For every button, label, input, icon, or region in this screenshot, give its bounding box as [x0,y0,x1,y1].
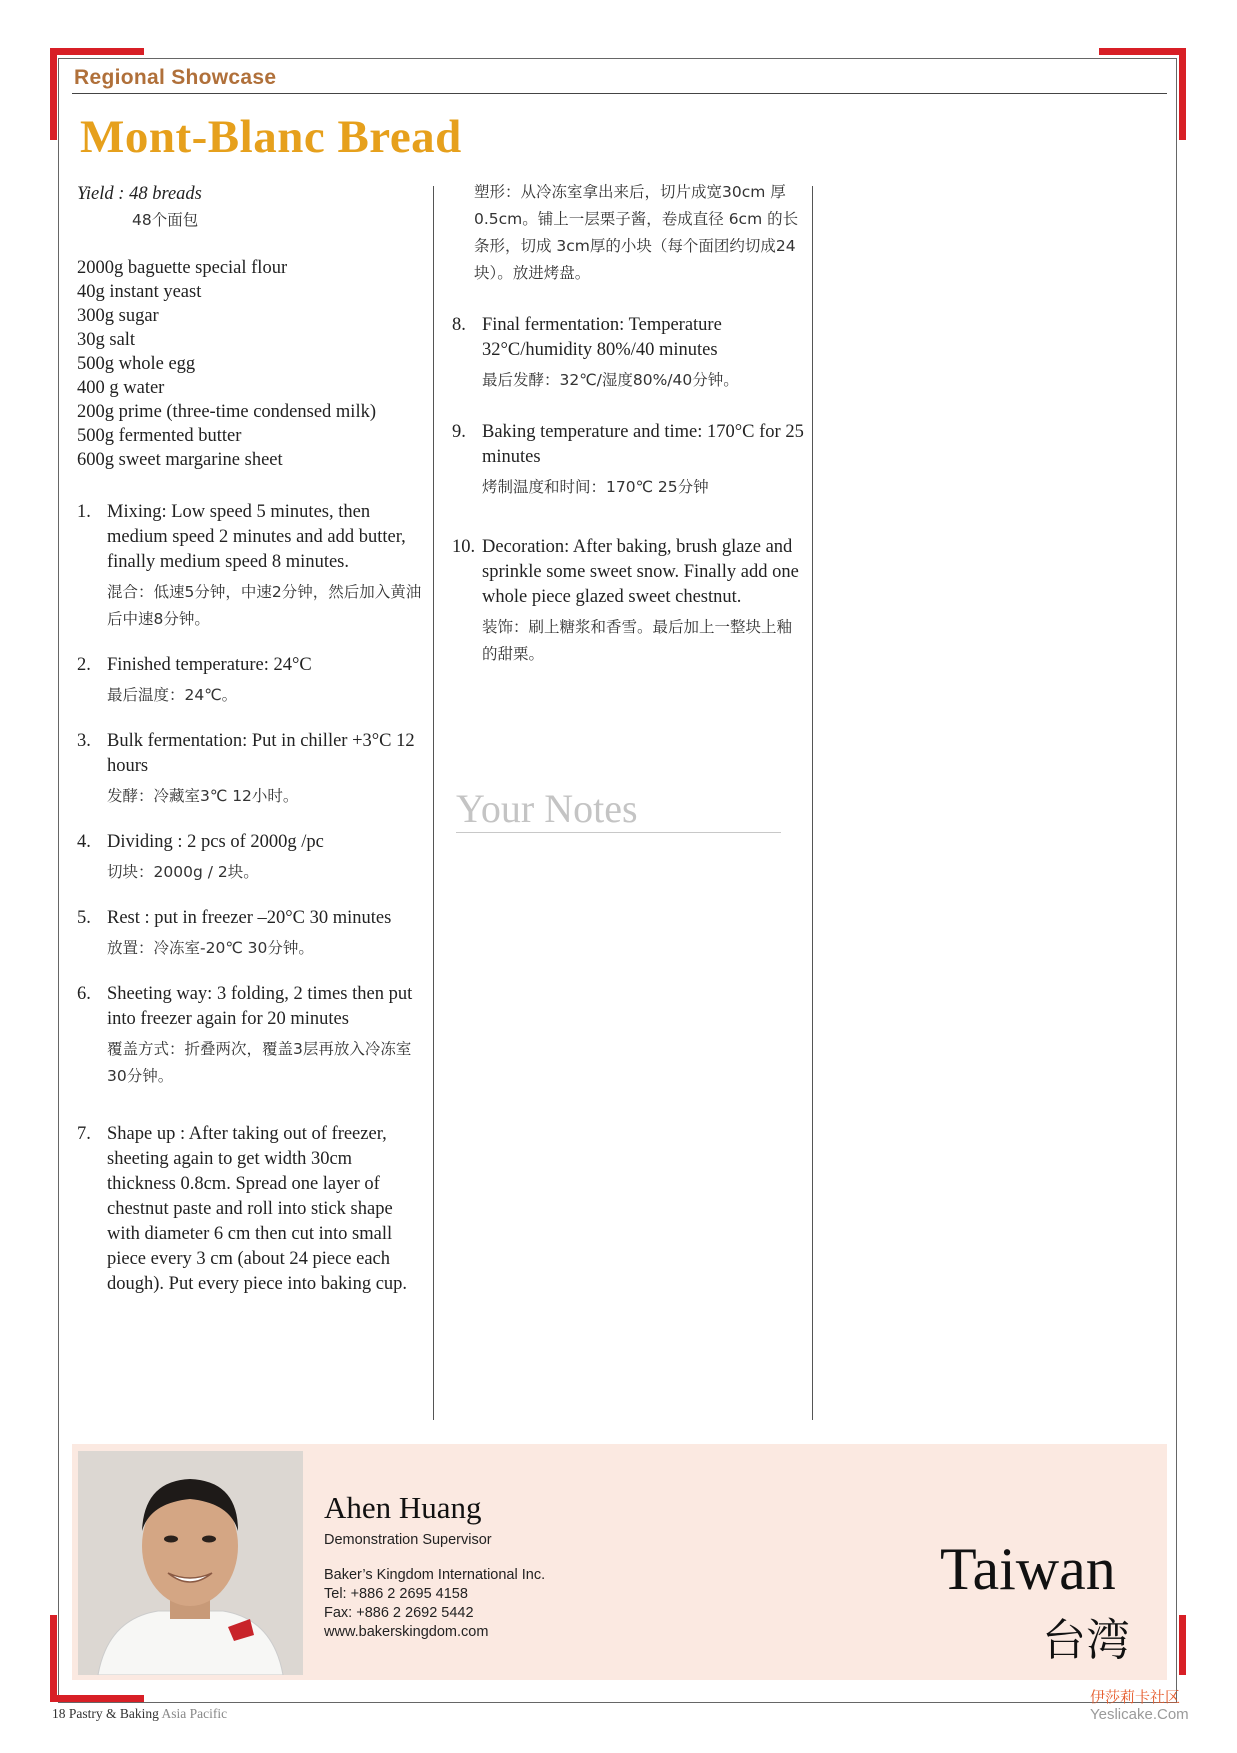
page-footer [52,1706,227,1722]
step-number: 2. [77,655,91,675]
step-text-cn: 烤制温度和时间：170℃ 25分钟 [482,478,709,496]
step-text-cn: 切块：2000g / 2块。 [107,863,259,881]
step-item [77,982,422,1090]
step-text-en: Shape up : After taking out of freezer, sheeting again to get width 30cm thickness 0.8cm. Spread one layer of chestnut paste and roll into stick shape with diameter 6 cm then cut into small piece every 3 cm (about 24 piece each dough). Put every piece into baking cup. [107,1124,408,1294]
step-item [452,535,807,668]
corner-top-right-h [1099,48,1186,55]
ingredient-item: 300g sugar [77,306,159,326]
corner-top-right-v [1179,48,1186,140]
step-text-cn: 覆盖方式：折叠两次，覆盖3层再放入冷冻室30分钟。 [107,1040,412,1085]
magazine-region: Asia Pacific [161,1706,228,1721]
header-rule [72,93,1167,94]
step-text-en: Final fermentation: Temperature 32°C/humidity 80%/40 minutes [482,315,722,360]
step-text-en: Baking temperature and time: 170°C for 25 minutes [482,422,804,467]
ingredient-item: 30g salt [77,330,136,350]
step-text-en: Sheeting way: 3 folding, 2 times then put into freezer again for 20 minutes [107,984,413,1029]
magazine-name: Pastry & Baking [68,1706,159,1721]
chef-photo [78,1451,303,1675]
your-notes-heading: Your Notes [456,786,781,833]
recipe-column-2 [452,182,807,668]
chef-tel: Tel: +886 2 2695 4158 [324,1586,468,1602]
chef-role: Demonstration Supervisor [324,1532,492,1548]
step-number: 4. [77,832,91,852]
step-number: 6. [77,984,91,1004]
step-text-cn: 混合：低速5分钟，中速2分钟，然后加入黄油后中速8分钟。 [107,583,422,628]
corner-bottom-left-h [50,1695,144,1702]
step-number: 1. [77,502,91,522]
step-text-en: Mixing: Low speed 5 minutes, then medium speed 2 minutes and add butter, finally medium speed 8 minutes. [107,502,406,572]
yield-en: Yield : 48 breads [77,184,202,204]
step-text-en: Dividing : 2 pcs of 2000g /pc [107,832,324,852]
step-number: 10. [452,537,476,557]
step-number: 5. [77,908,91,928]
step-text-en: Decoration: After baking, brush glaze and sprinkle some sweet snow. Finally add one whole piece glazed sweet chestnut. [482,537,799,607]
ingredient-item: 2000g baguette special flour [77,258,288,278]
yield-cn: 48个面包 [132,211,199,229]
step-item [452,313,807,394]
ingredient-item: 400 g water [77,378,165,398]
chef-fax: Fax: +886 2 2692 5442 [324,1605,474,1621]
corner-bottom-left-v [50,1615,57,1702]
step-item [452,420,807,501]
step-7-text-cn: 塑形：从冷冻室拿出来后，切片成宽30cm 厚 0.5cm。铺上一层栗子酱，卷成直径 6cm 的长条形，切成 3cm厚的小块（每个面团约切成24块）。放进烤盘。 [474,183,799,282]
column-divider-2 [812,186,813,1420]
step-item [77,1122,422,1297]
recipe-title: Mont-Blanc Bread [80,111,462,163]
corner-bottom-right-v [1179,1615,1186,1675]
step-text-cn: 放置：冷冻室-20℃ 30分钟。 [107,939,314,957]
step-number: 3. [77,731,91,751]
ingredient-item: 500g whole egg [77,354,196,374]
chef-name: Ahen Huang [324,1490,482,1525]
step-text-cn: 装饰：刷上糖浆和香雪。最后加上一整块上釉的甜栗。 [482,618,793,663]
ingredient-item: 200g prime (three-time condensed milk) [77,402,376,422]
step-number: 7. [77,1124,91,1144]
ingredient-item: 600g sweet margarine sheet [77,450,283,470]
chef-company: Baker’s Kingdom International Inc. [324,1567,546,1583]
column-divider-1 [433,186,434,1420]
watermark-url: Yeslicake.Com [1090,1706,1189,1723]
country-name-cn: 台湾 [1042,1615,1130,1666]
step-text-en: Finished temperature: 24°C [107,655,312,675]
corner-top-left-v [50,48,57,140]
step-item [77,500,422,633]
ingredient-item: 500g fermented butter [77,426,242,446]
watermark-cn: 伊莎莉卡社区 [1090,1688,1181,1706]
step-number: 9. [452,422,466,442]
country-name-en: Taiwan [940,1536,1116,1602]
step-text-cn: 最后温度：24℃。 [107,686,238,704]
ingredient-list [77,256,422,472]
step-item [77,830,422,886]
step-text-en: Bulk fermentation: Put in chiller +3°C 12 hours [107,731,415,776]
chef-website[interactable]: www.bakerskingdom.com [324,1624,489,1640]
step-item [77,729,422,810]
step-number: 8. [452,315,466,335]
page-number: 18 [52,1706,66,1721]
step-text-cn: 发酵：冷藏室3℃ 12小时。 [107,787,299,805]
corner-top-left-h [50,48,144,55]
ingredient-item: 40g instant yeast [77,282,202,302]
step-item [77,653,422,709]
recipe-column-1 [77,182,422,1297]
step-text-en: Rest : put in freezer –20°C 30 minutes [107,908,392,928]
section-label: Regional Showcase [74,66,277,89]
step-text-cn: 最后发酵：32℃/湿度80%/40分钟。 [482,371,739,389]
step-item [77,906,422,962]
